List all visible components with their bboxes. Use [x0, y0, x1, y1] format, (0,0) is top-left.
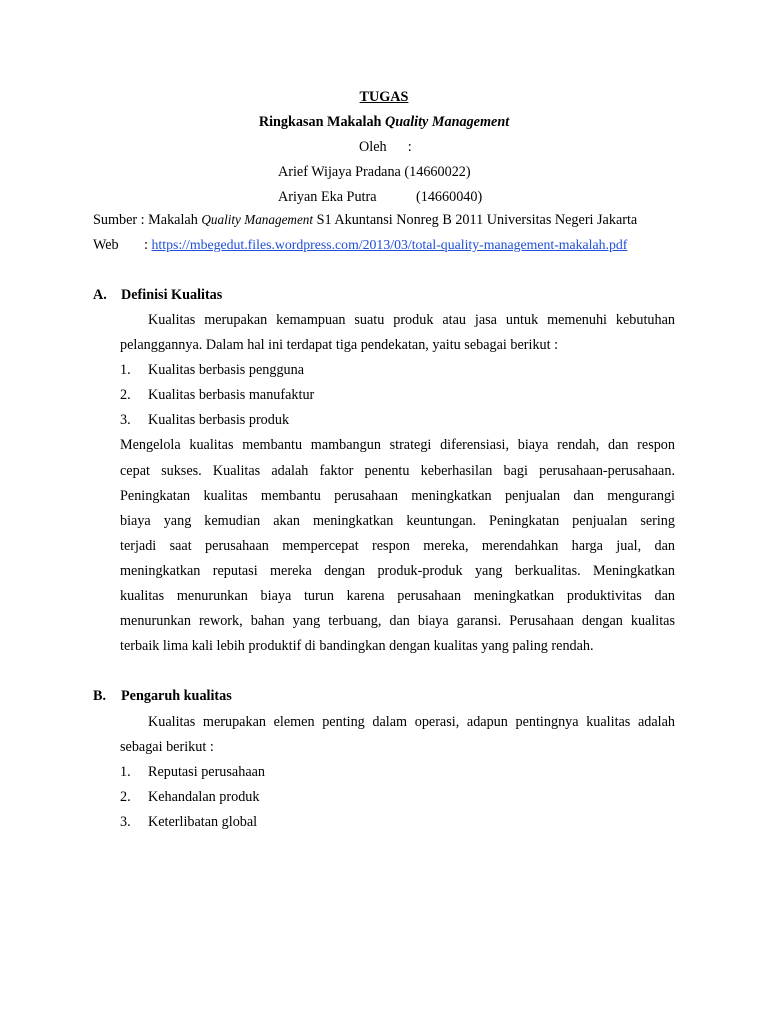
by-label: Oleh — [359, 139, 387, 155]
source-rest: S1 Akuntansi Nonreg B 2011 Universitas Negeri Jakarta — [316, 212, 638, 228]
section-a-heading — [93, 286, 223, 304]
list-item — [120, 386, 315, 404]
paragraph-line: Kualitas merupakan kemampuan suatu produk atau jasa untuk memenuhi kebutuhan — [148, 312, 675, 328]
list-text: Kualitas berbasis pengguna — [148, 362, 305, 378]
list-text: Reputasi perusahaan — [148, 764, 266, 780]
source-label: Sumber : Makalah — [93, 212, 198, 228]
section-title: Definisi Kualitas — [121, 287, 223, 303]
author-row — [278, 163, 471, 181]
source-line — [93, 211, 637, 229]
paragraph-line: Peningkatan kualitas membantu perusahaan meningkatkan penjualan dan mengurangi — [120, 488, 675, 504]
paragraph-line: menurunkan rework, bahan yang terbuang, dan biaya garansi. Perusahaan dengan kualitas — [120, 613, 675, 629]
source-italic: Quality Management — [201, 212, 314, 227]
author-name: Ariyan Eka Putra — [278, 189, 377, 205]
paragraph-line: meningkatkan reputasi mereka dengan produk-produk yang berkualitas. Meningkatkan — [120, 563, 675, 579]
list-number: 1. — [120, 362, 131, 378]
list-text: Kehandalan produk — [148, 789, 260, 805]
list-text: Kualitas berbasis produk — [148, 412, 290, 428]
paragraph-line: terbaik lima kali lebih produktif di bandingkan dengan kualitas yang paling rendah. — [120, 638, 594, 654]
doc-subtitle — [0, 113, 768, 131]
section-b-heading — [93, 687, 232, 705]
subtitle-italic: Quality Management — [385, 114, 510, 130]
paragraph-line: terjadi saat perusahaan mempercepat respon mereka, merendahkan harga jual, dan — [120, 538, 675, 554]
list-text: Keterlibatan global — [148, 814, 258, 830]
list-item — [120, 411, 290, 429]
doc-title: TUGAS — [359, 89, 409, 105]
paragraph-line: cepat sukses. Kualitas adalah faktor penentu keberhasilan bagi perusahaan-perusahaan. — [120, 463, 675, 479]
list-item — [120, 813, 258, 831]
paragraph-line: kualitas menurunkan biaya turun karena perusahaan meningkatkan produktivitas dan — [120, 588, 675, 604]
by-colon: : — [407, 139, 412, 155]
author-id: (14660040) — [416, 189, 483, 205]
web-line — [93, 236, 628, 254]
section-letter: A. — [93, 287, 107, 303]
paragraph-line: pelanggannya. Dalam hal ini terdapat tiga pendekatan, yaitu sebagai berikut : — [120, 337, 559, 353]
section-letter: B. — [93, 688, 107, 704]
author-row — [278, 188, 483, 206]
list-number: 3. — [120, 412, 131, 428]
list-item — [120, 763, 266, 781]
list-item — [120, 788, 260, 806]
list-number: 2. — [120, 387, 131, 403]
web-colon: : — [144, 237, 148, 253]
paragraph-line: biaya yang kemudian akan meningkatkan keuntungan. Peningkatan penjualan sering — [120, 513, 675, 529]
list-text: Kualitas berbasis manufaktur — [148, 387, 315, 403]
paragraph-line: sebagai berikut : — [120, 739, 214, 755]
list-number: 3. — [120, 814, 131, 830]
web-url-link[interactable]: https://mbegedut.files.wordpress.com/2013/03/total-quality-management-makalah.pdf — [151, 237, 628, 252]
author-name: Arief Wijaya Pradana — [278, 164, 401, 180]
subtitle-prefix: Ringkasan Makalah — [258, 114, 382, 130]
list-number: 1. — [120, 764, 131, 780]
paragraph-line: Kualitas merupakan elemen penting dalam operasi, adapun pentingnya kualitas adalah — [148, 714, 675, 730]
section-title: Pengaruh kualitas — [121, 688, 232, 704]
list-item — [120, 361, 305, 379]
by-line — [359, 138, 412, 156]
list-number: 2. — [120, 789, 131, 805]
author-id: (14660022) — [404, 164, 471, 180]
paragraph-line: Mengelola kualitas membantu mambangun strategi diferensiasi, biaya rendah, dan respon — [120, 437, 675, 453]
web-label: Web — [93, 237, 119, 253]
